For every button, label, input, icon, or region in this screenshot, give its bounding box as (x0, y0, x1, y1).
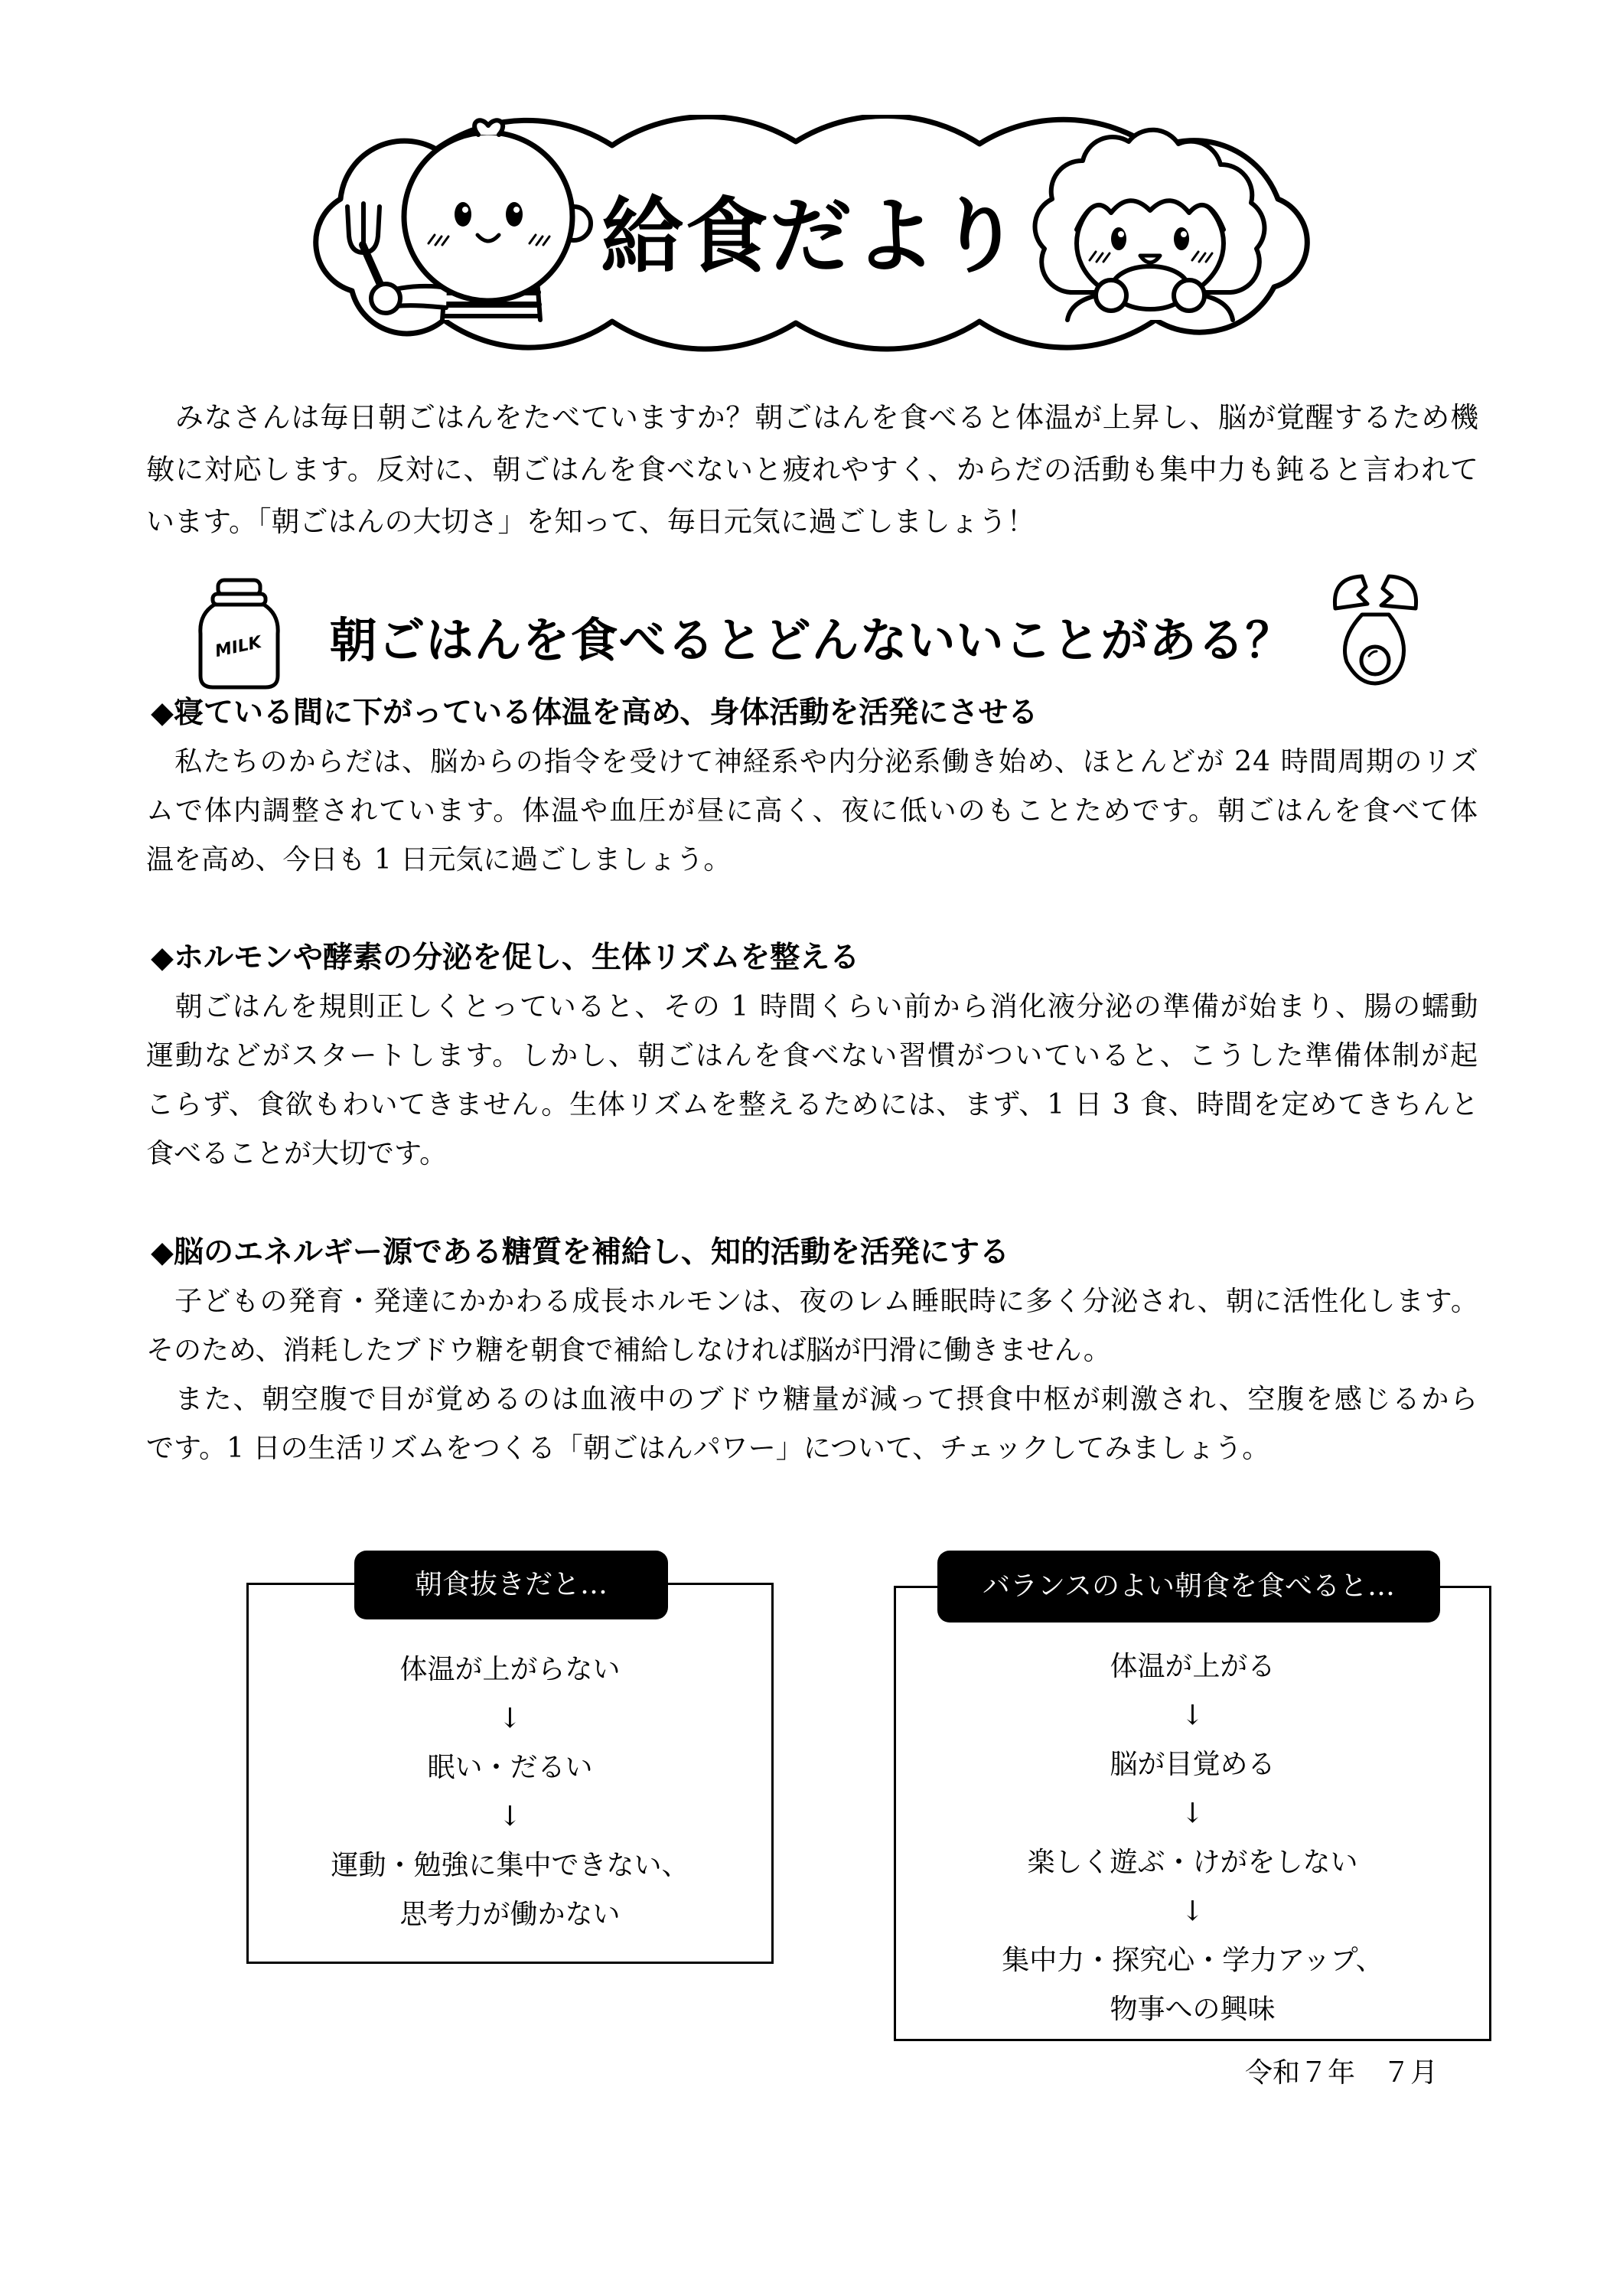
down-arrow: ↓ (498, 1801, 522, 1832)
text-line-row (146, 1032, 1479, 1081)
text-line-row (146, 836, 1479, 885)
section-hormone-rhythm (146, 934, 1479, 1179)
cracked-egg-icon (1320, 570, 1431, 689)
text-line-row (146, 1375, 1479, 1424)
text-line: います。「朝ごはんの大切さ」を知って、毎日元気に過ごしましょう！ (146, 505, 1035, 538)
text-line-row (146, 444, 1479, 496)
outcome-line: 楽しく遊ぶ・けがをしない (1027, 1847, 1358, 1878)
text-line: 私たちのからだは、脳からの指令を受けて神経系や内分泌系働き始め、ほとんどが 24 時間周期のリズ (146, 746, 1479, 778)
balanced-breakfast-label: バランスのよい朝食を食べると… (937, 1551, 1440, 1623)
down-arrow: ↓ (1181, 1700, 1204, 1731)
down-arrow: ↓ (1181, 1798, 1204, 1829)
feature-heading: 朝ごはんを食べるとどんないいことがある？ (329, 612, 1294, 668)
section-text (146, 983, 1479, 1179)
text-line: こらず、食欲もわいてきません。生体リズムを整えるためには、まず、1 日 3 食、時間を定めてきちんと (146, 1089, 1479, 1120)
text-line-row (146, 1277, 1479, 1326)
text-line-row (146, 787, 1479, 836)
outcome-line: 体温が上がらない (399, 1654, 621, 1685)
skip-breakfast-box (246, 1583, 774, 1964)
text-line: また、朝空腹で目が覚めるのは血液中のブドウ糖量が減って摂食中枢が刺激され、空腹を感じるから (146, 1384, 1479, 1415)
text-line: みなさんは毎日朝ごはんをたべていますか？朝ごはんを食べると体温が上昇し、脳が覚醒するため機 (146, 401, 1479, 434)
newsletter-title: 給食だより (601, 189, 1022, 285)
text-line-row (146, 1081, 1479, 1130)
text-line: 温を高め、今日も 1 日元気に過ごしましょう。 (146, 844, 732, 876)
section-heading: ◆脳のエネルギー源である糖質を補給し、知的活動を活発にする (151, 1235, 1009, 1270)
section-text (146, 1277, 1479, 1473)
outcome-line: 物事への興味 (1110, 1994, 1276, 2025)
text-line: ムで体内調整されています。体温や血圧が昼に高く、夜に低いのもことためです。朝ごはんを食べて体 (146, 795, 1479, 827)
text-line: 食べることが大切です。 (146, 1138, 448, 1169)
text-line-row (146, 983, 1479, 1032)
balanced-breakfast-box (894, 1586, 1491, 2041)
section-text (146, 738, 1479, 885)
milk-label: MILK (213, 632, 263, 662)
outcome-line: 集中力・探究心・学力アップ、 (1002, 1945, 1383, 1976)
outcome-line: 体温が上がる (1110, 1651, 1276, 1682)
text-line: そのため、消耗したブドウ糖を朝食で補給しなければ脳が円滑に働きません。 (146, 1335, 1111, 1366)
section-heading: ◆ホルモンや酵素の分泌を促し、生体リズムを整える (151, 941, 860, 975)
text-line-row (146, 496, 1479, 548)
text-line: 敏に対応します。反対に、朝ごはんを食べないと疲れやすく、からだの活動も集中力も鈍ると言われて (146, 453, 1479, 486)
outcome-line: 思考力が働かない (399, 1899, 621, 1930)
section-heading: ◆寝ている間に下がっている体温を高め、身体活動を活発にさせる (151, 696, 1038, 730)
down-arrow: ↓ (498, 1703, 522, 1734)
down-arrow: ↓ (1181, 1896, 1204, 1927)
section-body-temperature (146, 689, 1479, 885)
text-line-row (146, 738, 1479, 787)
text-line-row (146, 392, 1479, 444)
text-line-row (146, 1130, 1479, 1179)
section-brain-energy (146, 1228, 1479, 1473)
outcome-line: 運動・勉強に集中できない、 (331, 1850, 689, 1881)
text-line: です。1 日の生活リズムをつくる「朝ごはんパワー」について、チェックしてみましょう。 (146, 1433, 1270, 1464)
outcome-line: 眠い・だるい (427, 1752, 593, 1783)
intro-paragraph (146, 392, 1479, 548)
text-line-row (146, 1424, 1479, 1473)
text-line: 子どもの発育・発達にかかわる成長ホルモンは、夜のレム睡眠時に多く分泌され、朝に活性化します。 (146, 1286, 1479, 1317)
outcome-line: 脳が目覚める (1110, 1749, 1276, 1780)
text-line: 運動などがスタートします。しかし、朝ごはんを食べない習慣がついていると、こうした準備体制が起 (146, 1040, 1479, 1071)
skip-breakfast-label: 朝食抜きだと… (354, 1551, 668, 1619)
text-line-row (146, 1326, 1479, 1375)
issue-date: 令和７年 ７月 (1245, 2057, 1439, 2089)
text-line: 朝ごはんを規則正しくとっていると、その 1 時間くらい前から消化液分泌の準備が始まり、腸の蠕動 (146, 991, 1479, 1022)
